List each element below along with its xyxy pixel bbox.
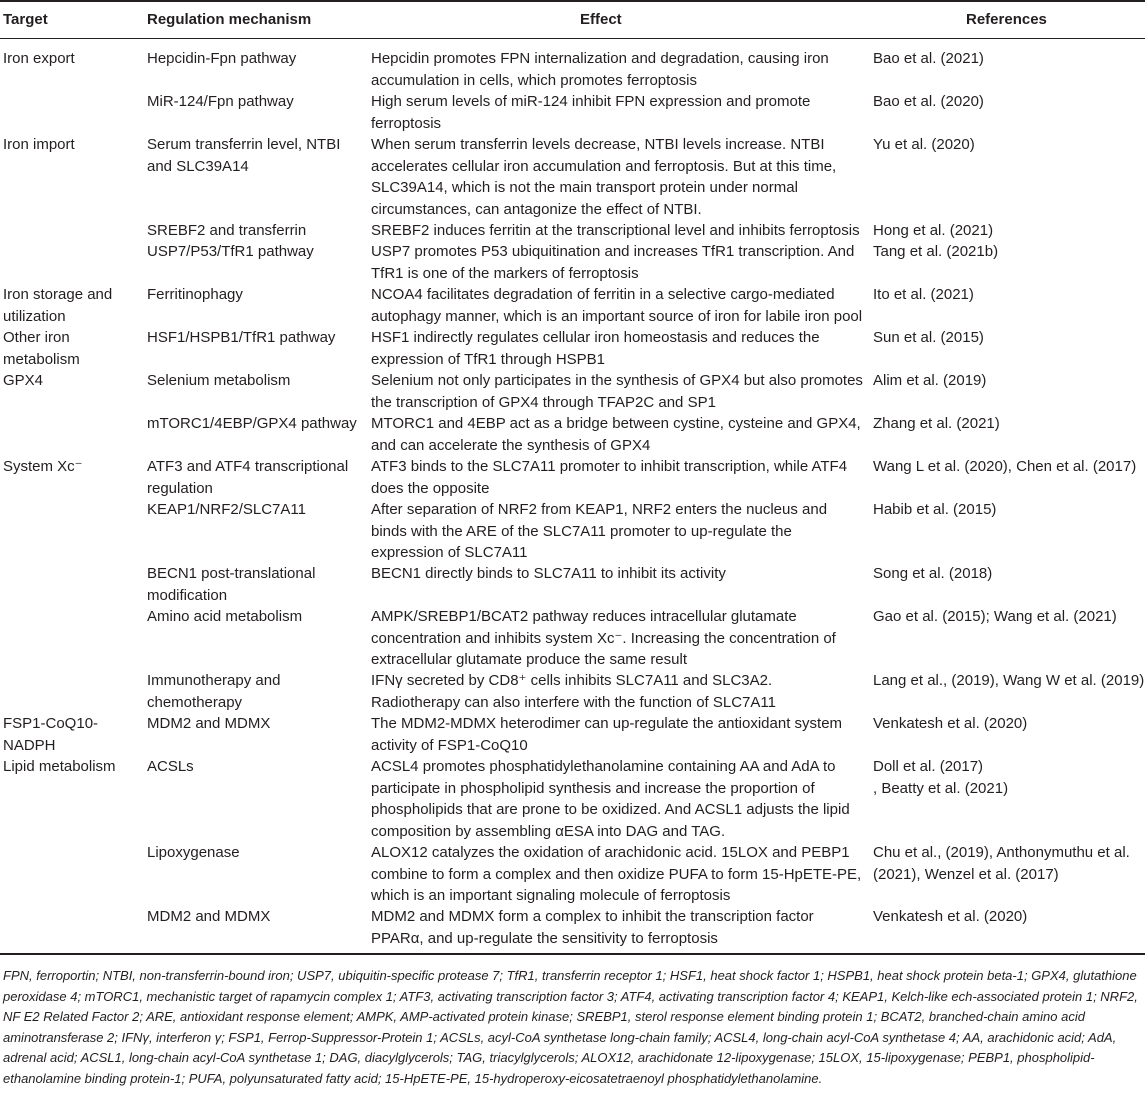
row-regulation-mechanism: Hepcidin-Fpn pathway (147, 50, 297, 67)
row-target: Lipid metabolism (3, 758, 116, 775)
header-rule (0, 38, 1145, 39)
row-regulation-mechanism: ACSLs (147, 758, 194, 775)
row-references: Song et al. (2018) (873, 565, 993, 582)
row-references: Sun et al. (2015) (873, 329, 984, 346)
row-effect: USP7 promotes P53 ubiquitination and increases TfR1 transcription. And TfR1 is one of the markers of ferroptosis (371, 243, 855, 282)
row-effect: The MDM2-MDMX heterodimer can up-regulate the antioxidant system activity of FSP1-CoQ10 (371, 715, 843, 754)
row-target: FSP1-CoQ10-NADPH (3, 715, 99, 754)
row-regulation-mechanism: ATF3 and ATF4 transcriptional regulation (147, 458, 349, 497)
row-references: Zhang et al. (2021) (873, 415, 1000, 432)
header-regulation-mechanism: Regulation mechanism (147, 11, 312, 28)
row-target: Iron export (3, 50, 75, 67)
row-references: Habib et al. (2015) (873, 501, 997, 518)
row-regulation-mechanism: Lipoxygenase (147, 844, 240, 861)
header-references: References (966, 11, 1047, 28)
row-regulation-mechanism: SREBF2 and transferrin (147, 222, 307, 239)
row-regulation-mechanism: Selenium metabolism (147, 372, 291, 389)
row-references: Alim et al. (2019) (873, 372, 987, 389)
row-effect: Selenium not only participates in the synthesis of GPX4 but also promotes the transcription of GPX4 through TFAP2C and SP1 (371, 372, 863, 411)
row-references: Ito et al. (2021) (873, 286, 974, 303)
row-regulation-mechanism: KEAP1/NRF2/SLC7A11 (147, 501, 306, 518)
row-references: Doll et al. (2017) , Beatty et al. (2021) (873, 758, 1009, 797)
row-references: Hong et al. (2021) (873, 222, 994, 239)
row-effect: MTORC1 and 4EBP act as a bridge between cystine, cysteine and GPX4, and can accelerate the synthesis of GPX4 (371, 415, 861, 454)
row-effect: When serum transferrin levels decrease, NTBI levels increase. NTBI accelerates cellular iron accumulation and ferroptosis. But at this time, SLC39A14, which is not the main transport protein under normal circumstances, can antagonize the effect of NTBI. (371, 136, 837, 218)
row-effect: Hepcidin promotes FPN internalization and degradation, causing iron accumulation in cells, which promotes ferroptosis (371, 50, 829, 89)
row-regulation-mechanism: USP7/P53/TfR1 pathway (147, 243, 314, 260)
row-references: Yu et al. (2020) (873, 136, 975, 153)
row-regulation-mechanism: Ferritinophagy (147, 286, 243, 303)
row-regulation-mechanism: MDM2 and MDMX (147, 908, 271, 925)
row-references: Tang et al. (2021b) (873, 243, 999, 260)
row-regulation-mechanism: MDM2 and MDMX (147, 715, 271, 732)
row-effect: IFNγ secreted by CD8⁺ cells inhibits SLC7A11 and SLC3A2. Radiotherapy can also interfere with the function of SLC7A11 (371, 672, 776, 711)
row-effect: After separation of NRF2 from KEAP1, NRF2 enters the nucleus and binds with the ARE of the SLC7A11 promoter to up-regulate the expression of SLC7A11 (371, 501, 828, 561)
row-target: System Xc⁻ (3, 458, 83, 475)
row-effect: MDM2 and MDMX form a complex to inhibit the transcription factor PPARα, and up-regulate the sensitivity to ferroptosis (371, 908, 814, 947)
row-effect: ATF3 binds to the SLC7A11 promoter to inhibit transcription, while ATF4 does the opposite (371, 458, 848, 497)
row-effect: BECN1 directly binds to SLC7A11 to inhibit its activity (371, 565, 726, 582)
row-references: Venkatesh et al. (2020) (873, 908, 1028, 925)
row-references: Venkatesh et al. (2020) (873, 715, 1028, 732)
row-effect: AMPK/SREBP1/BCAT2 pathway reduces intracellular glutamate concentration and inhibits system Xc⁻. Increasing the concentration of extracellular glutamate produce the same result (371, 608, 836, 668)
table-footnote: FPN, ferroportin; NTBI, non-transferrin-bound iron; USP7, ubiquitin-specific protease 7; TfR1, transferrin receptor 1; HSF1, heat shock factor 1; HSPB1, heat shock protein beta-1; GPX4, glutathione peroxidase 4; mTORC1, mechanistic target of rapamycin complex 1; ATF3, activating transcription factor 3; ATF4, activating transcription factor 4; KEAP1, Kelch-like ech-associated protein 1; NRF2, NF E2 Related Factor 2; ARE, antioxidant response element; AMPK, AMP-activated protein kinase; SREBP1, sterol response element binding protein 1; BCAT2, branched-chain amino acid aminotransferase 2; IFNγ, interferon γ; FSP1, Ferrop-Suppressor-Protein 1; ACSLs, acyl-CoA synthetase long-chain family; ACSL4, long-chain acyl-CoA synthetase 4; AA, arachidonic acid; AdA, adrenal acid; ACSL1, long-chain acyl-CoA synthetase 1; DAG, diacylglycerols; TAG, triacylglycerols; ALOX12, arachidonate 12-lipoxygenase; 15LOX, 15-lipoxygenase; PEBP1, phospholipid-ethanolamine binding protein-1; PUFA, polyunsaturated fatty acid; 15-HpETE-PE, 15-hydroperoxy-eicosatetraenoyl phosphatidylethanolamine. (3, 968, 1138, 1086)
row-effect: High serum levels of miR-124 inhibit FPN expression and promote ferroptosis (371, 93, 811, 132)
row-regulation-mechanism: HSF1/HSPB1/TfR1 pathway (147, 329, 336, 346)
row-effect: ALOX12 catalyzes the oxidation of arachidonic acid. 15LOX and PEBP1 combine to form a complex and then oxidize PUFA to form 15-HpETE-PE, which is an important signaling molecule of ferroptosis (371, 844, 862, 904)
row-target: Iron storage and utilization (3, 286, 113, 325)
row-regulation-mechanism: Amino acid metabolism (147, 608, 303, 625)
header-effect: Effect (580, 11, 622, 28)
row-target: GPX4 (3, 372, 44, 389)
bottom-rule (0, 953, 1145, 955)
row-references: Gao et al. (2015); Wang et al. (2021) (873, 608, 1117, 625)
row-regulation-mechanism: Serum transferrin level, NTBI and SLC39A14 (147, 136, 341, 175)
row-effect: HSF1 indirectly regulates cellular iron homeostasis and reduces the expression of TfR1 through HSPB1 (371, 329, 820, 368)
row-effect: SREBF2 induces ferritin at the transcriptional level and inhibits ferroptosis (371, 222, 860, 239)
header-target: Target (3, 11, 48, 28)
row-regulation-mechanism: BECN1 post-translational modification (147, 565, 316, 604)
row-regulation-mechanism: Immunotherapy and chemotherapy (147, 672, 281, 711)
top-rule (0, 0, 1145, 2)
row-references: Wang L et al. (2020), Chen et al. (2017) (873, 458, 1137, 475)
row-target: Other iron metabolism (3, 329, 80, 368)
row-regulation-mechanism: mTORC1/4EBP/GPX4 pathway (147, 415, 357, 432)
row-references: Bao et al. (2020) (873, 93, 984, 110)
row-effect: NCOA4 facilitates degradation of ferritin in a selective cargo-mediated autophagy manner, which is an important source of iron for labile iron pool (371, 286, 863, 325)
row-references: Lang et al., (2019), Wang W et al. (2019) (873, 672, 1145, 689)
row-references: Chu et al., (2019), Anthonymuthu et al. (2021), Wenzel et al. (2017) (873, 844, 1130, 883)
row-regulation-mechanism: MiR-124/Fpn pathway (147, 93, 294, 110)
row-target: Iron import (3, 136, 75, 153)
row-effect: ACSL4 promotes phosphatidylethanolamine containing AA and AdA to participate in phospholipid synthesis and increase the proportion of phospholipids that are prone to be oxidized. And ACSL1 adjusts the lipid composition by assembling αESA into DAG and TAG. (371, 758, 850, 840)
row-references: Bao et al. (2021) (873, 50, 984, 67)
